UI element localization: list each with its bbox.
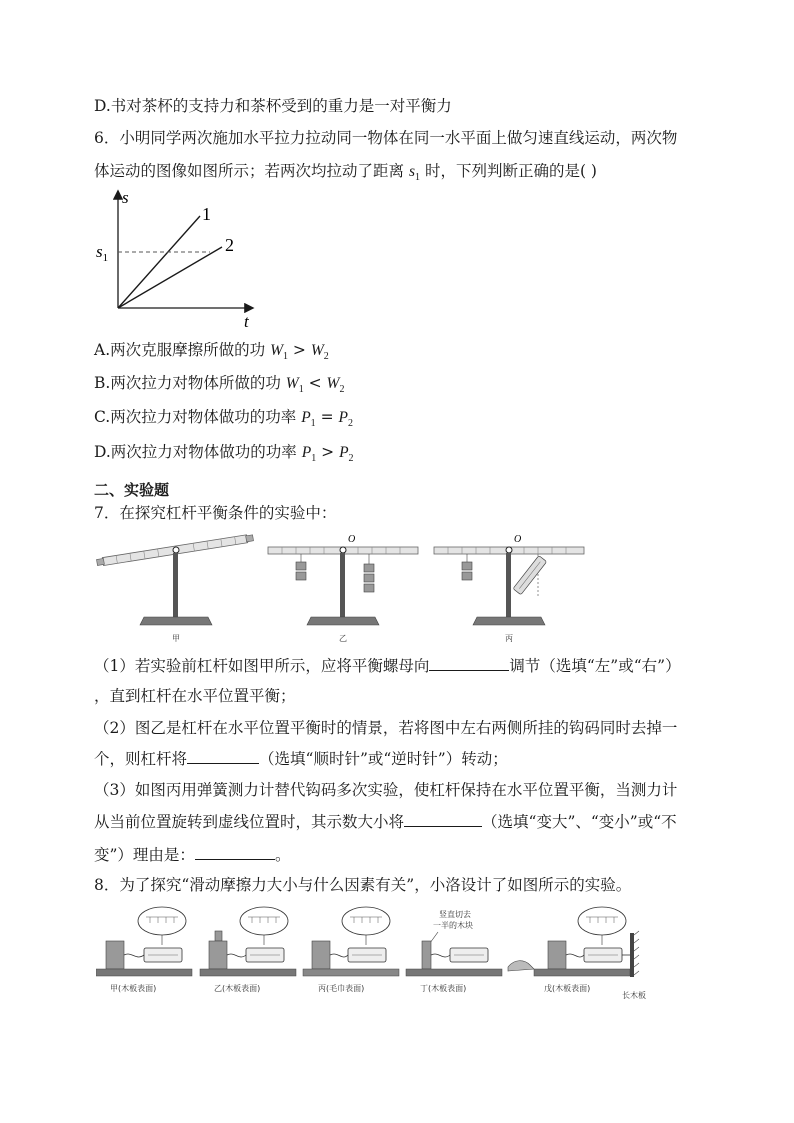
fig-label-q8-yi: 乙(木板表面) [214,984,261,993]
q7-part1-line2: ，直到杠杆在水平位置平衡； [94,687,296,705]
lever-jia [96,534,253,643]
q7-part2-line2: 个，则杠杆将 （选填“顺时针”或“逆时针”）转动； [94,750,508,768]
q7-part3-line3: 变”）理由是： 。 [94,846,291,864]
friction-setup-ding [406,909,502,993]
fig-label-yi: 乙 [339,634,347,643]
lever-figures [96,528,596,648]
fig-label-q8-bing: 丙(毛巾表面) [318,984,365,993]
board-label: 长木板 [622,991,646,1000]
fig-label-q8-wu: 戊(木板表面) [544,984,591,993]
q7-part3-line2: 从当前位置旋转到虚线位置时，其示数大小将 （选填“变大”、“变小”或“不 [94,813,677,831]
cut-note-line1: 竖直切去 [439,910,471,919]
fig-label-q8-jia: 甲(木板表面) [110,984,157,993]
lever-yi [268,534,418,643]
line-1-label: 1 [202,204,211,224]
answer-blank-4[interactable] [195,845,275,860]
q8-intro: 8．为了探究“滑动摩擦力大小与什么因素有关”，小洛设计了如图所示的实验。 [94,876,632,894]
line-2-label: 2 [225,235,234,255]
friction-setup-jia [96,907,192,993]
fig-label-jia: 甲 [172,634,180,643]
section-heading: 二、实验题 [94,481,170,499]
q7-part1-line1: （1）若实验前杠杆如图甲所示，应将平衡螺母向 调节（选填“左”或“右”） [94,657,681,675]
friction-setup-yi [200,907,296,993]
q7-intro: 7．在探究杠杆平衡条件的实验中： [94,504,337,522]
graph-line-2 [118,247,222,308]
q6-stem-end: 时，下列判断正确的是( ) [424,162,597,180]
friction-setup-bing [303,907,399,993]
cut-note-line2: 一半的木块 [433,921,473,930]
q6-stem-text: 体运动的图像如图所示；若两次均拉动了距离 [94,162,405,180]
answer-blank-3[interactable] [404,812,482,827]
pivot-label-bing: O [514,534,522,545]
q7-part2-line1: （2）图乙是杠杆在水平位置平衡时的情景，若将图中左右两侧所挂的钩码同时去掉一 [94,719,678,737]
lever-bing [434,534,584,643]
q6-s1-symbol: $s_1$ [408,163,420,184]
answer-blank-2[interactable] [187,749,259,764]
q6-stem-line1: 6．小明同学两次施加水平拉力拉动同一物体在同一水平面上做匀速直线运动，两次物 [94,129,678,147]
s1-axis-label: $s_1$ [96,242,109,264]
q6-option-d: D.两次拉力对物体做功的功率 $P_1 > P_2$ [94,443,354,465]
q6-option-b: B.两次拉力对物体所做的功 $W_1 < W_2$ [94,374,345,396]
s-t-graph [94,186,264,332]
q7-part3-line1: （3）如图丙用弹簧测力计替代钩码多次实验，使杠杆保持在水平位置平衡，当测力计 [94,781,678,799]
s-axis-label: s [122,188,129,207]
fig-label-bing: 丙 [505,634,513,643]
answer-blank-1[interactable] [429,656,509,671]
graph-line-1 [118,216,200,308]
friction-setup-wu [508,907,646,1000]
t-axis-label: t [244,312,249,331]
friction-figures [96,903,656,1003]
q6-option-c: C.两次拉力对物体做功的功率 $P_1 = P_2$ [94,408,353,430]
q6-stem-line2 [94,161,597,188]
fig-label-q8-ding: 丁(木板表面) [420,984,467,993]
pivot-label-yi: O [348,534,356,545]
q5-option-d: D.书对茶杯的支持力和茶杯受到的重力是一对平衡力 [94,97,452,115]
q6-option-a: A.两次克服摩擦所做的功 $W_1 > W_2$ [94,341,329,363]
